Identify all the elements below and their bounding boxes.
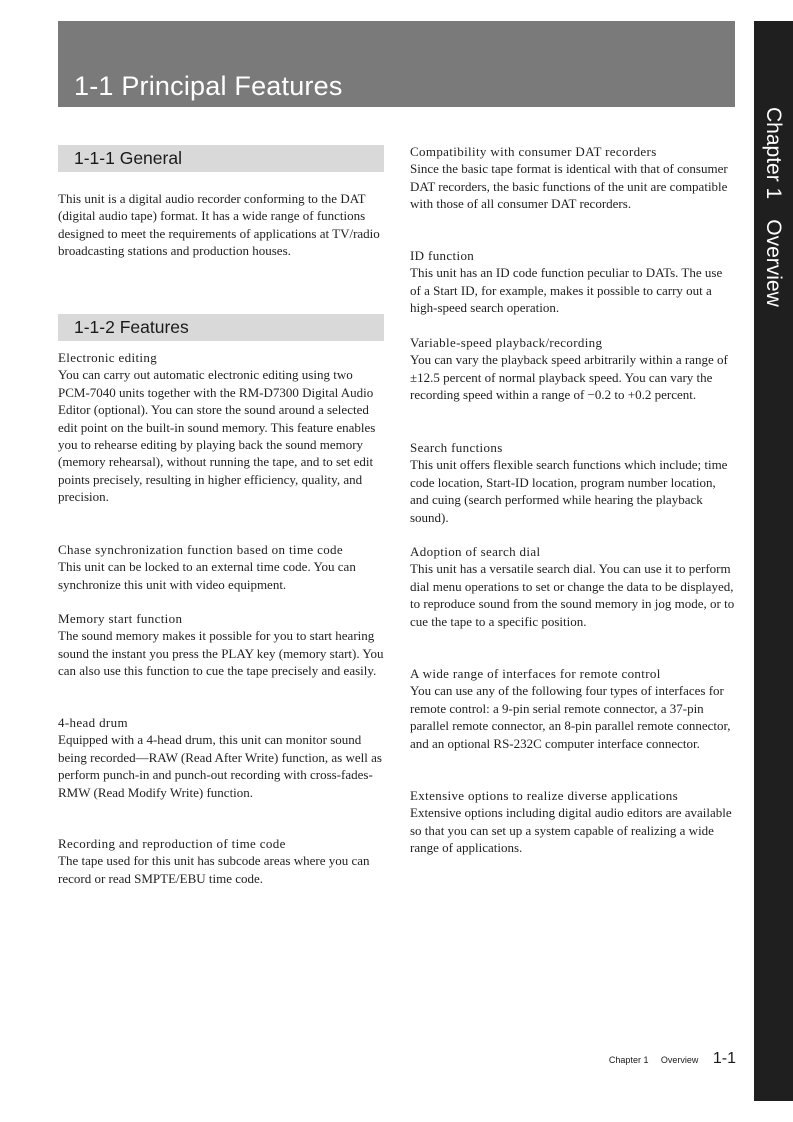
page-title: 1-1 Principal Features xyxy=(74,71,343,101)
feature-item xyxy=(410,143,736,213)
section-heading-features: 1-1-2 Features xyxy=(58,314,384,341)
chapter-side-tab xyxy=(754,21,793,1101)
feature-item xyxy=(58,835,384,887)
chapter-side-tab-label xyxy=(761,107,785,307)
feature-title: Adoption of search dial xyxy=(410,544,541,559)
feature-title: Chase synchronization function based on time code xyxy=(58,542,344,557)
side-tab-chapter: Chapter 1 xyxy=(762,107,785,200)
feature-title: Recording and reproduction of time code xyxy=(58,836,286,851)
feature-item xyxy=(58,541,384,593)
footer-section: Overview xyxy=(660,1055,699,1065)
feature-item xyxy=(58,349,384,506)
feature-title: 4-head drum xyxy=(58,715,128,730)
page-footer xyxy=(560,1050,736,1074)
section-heading-general: 1-1-1 General xyxy=(58,145,384,172)
feature-title: Search functions xyxy=(410,440,503,455)
general-text: This unit is a digital audio recorder conforming to the DAT (digital audio tape) format. It has a wide range of functions designed to meet the requirements of applications at TV/radio broadcasting stations and production houses. xyxy=(58,191,380,259)
side-tab-name: Overview xyxy=(762,219,785,307)
feature-text: The sound memory makes it possible for you to start hearing sound the instant you press the PLAY key (memory start). You can also use this function to cue the tape precisely and easily. xyxy=(58,628,384,679)
feature-title: Memory start function xyxy=(58,611,183,626)
feature-title: Electronic editing xyxy=(58,350,158,365)
feature-item xyxy=(58,610,384,680)
feature-text: Equipped with a 4-head drum, this unit can monitor sound being recorded—RAW (Read After Write) function, as well as perform punch-in and punch-out recording with cross-fades-RMW (Read Modify Write) function. xyxy=(58,732,382,800)
feature-title: Extensive options to realize diverse applications xyxy=(410,788,679,803)
feature-item xyxy=(410,543,736,630)
footer-chapter: Chapter 1 xyxy=(608,1055,649,1065)
feature-text: Extensive options including digital audio editors are available so that you can set up a system capable of realizing a wide range of applications. xyxy=(410,805,732,856)
feature-text: This unit can be locked to an external time code. You can synchronize this unit with video equipment. xyxy=(58,559,356,592)
feature-text: This unit has an ID code function peculiar to DATs. The use of a Start ID, for example, makes it possible to carry out a high-speed search operation. xyxy=(410,265,723,316)
feature-item xyxy=(410,334,736,404)
feature-text: You can carry out automatic electronic editing using two PCM-7040 units together with the RM-D7300 Digital Audio Editor (optional). You can store the sound around a selected edit point on the built-in sound memory. This feature enables you to rehearse editing by playing back the sound memory (memory rehearsal), without running the tape, and to set edit points precisely, resulting in higher efficiency, quality, and precision. xyxy=(58,367,376,505)
page-number: 1-1 xyxy=(712,1050,736,1067)
feature-title: A wide range of interfaces for remote control xyxy=(410,666,661,681)
feature-item xyxy=(410,439,736,526)
feature-text: The tape used for this unit has subcode areas where you can record or read SMPTE/EBU time code. xyxy=(58,853,370,886)
feature-text: You can vary the playback speed arbitrarily within a range of ±12.5 percent of normal playback speed. You can vary the recording speed within a range of −0.2 to +0.2 percent. xyxy=(410,352,728,403)
feature-item xyxy=(410,665,736,752)
feature-item xyxy=(58,714,384,801)
feature-item xyxy=(410,787,736,857)
feature-text: You can use any of the following four types of interfaces for remote control: a 9-pin serial remote connector, a 37-pin parallel remote connector, an 8-pin parallel remote connector, and an optional RS-232C computer interface connector. xyxy=(410,683,731,751)
page-title-bar xyxy=(58,21,735,107)
feature-title: Variable-speed playback/recording xyxy=(410,335,603,350)
feature-title: Compatibility with consumer DAT recorders xyxy=(410,144,657,159)
feature-text: Since the basic tape format is identical with that of consumer DAT recorders, the basic functions of the unit are compatible with those of all consumer DAT recorders. xyxy=(410,161,728,212)
feature-title: ID function xyxy=(410,248,475,263)
feature-text: This unit has a versatile search dial. You can use it to perform dial menu operations to set or change the data to be displayed, to reproduce sound from the sound memory in jog mode, or to cue the tape to a specific position. xyxy=(410,561,735,629)
feature-item xyxy=(410,247,736,317)
general-paragraph xyxy=(58,190,384,260)
feature-text: This unit offers flexible search functions which include; time code location, Start-ID location, program number location, and cuing (search performed while hearing the playback sound). xyxy=(410,457,728,525)
